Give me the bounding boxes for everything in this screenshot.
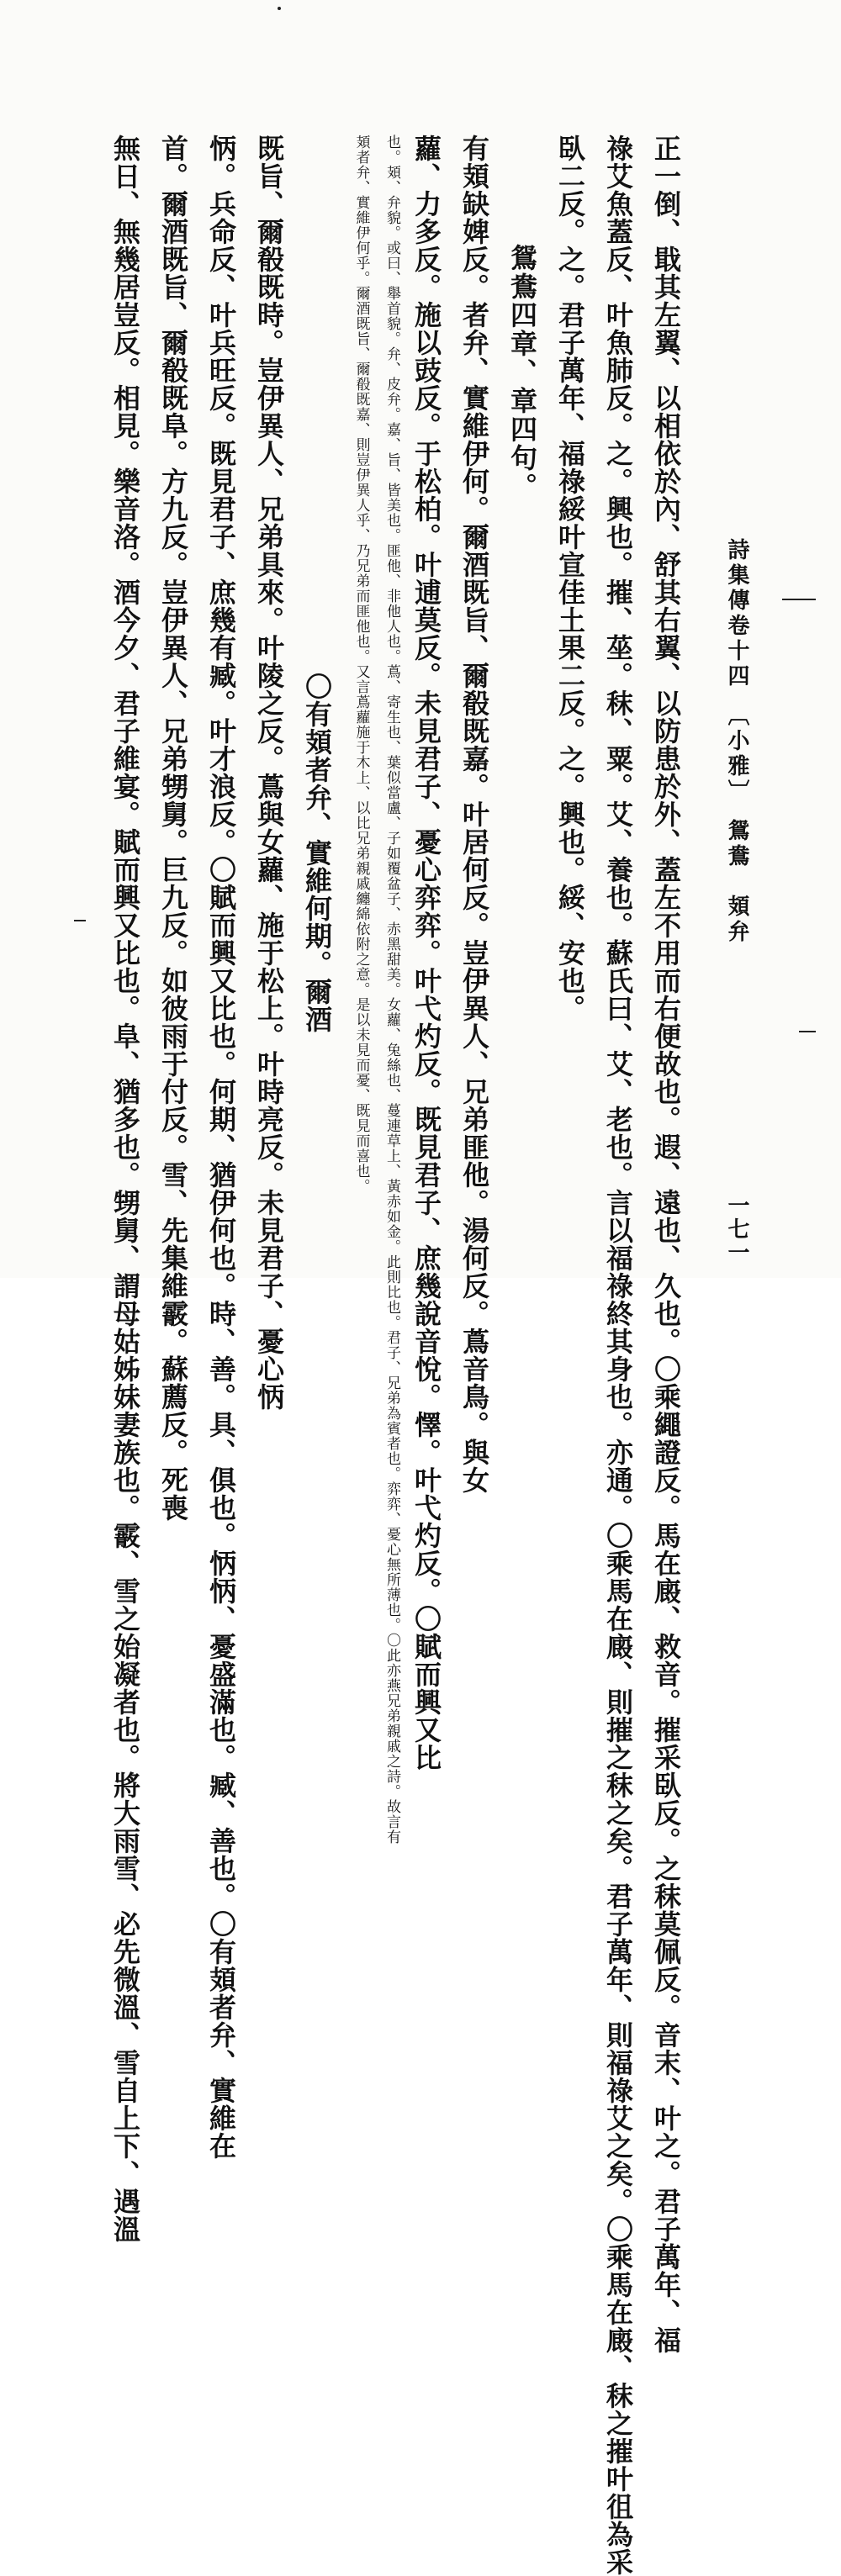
text-column-2: 祿艾魚蓋反、叶魚肺反。之。興也。摧、莝。秣、粟。艾、養也。蘇氏曰、艾、老也。言以福祿終其身也。亦通。〇乘馬在廄、則摧之秣之矣。君子萬年、則福祿艾之矣。〇乘馬在廄、秣之摧叶徂為采 [602, 135, 634, 2576]
page-number: 一七一 [724, 1194, 749, 1264]
text-column-8: 頍者弁、實維伊何乎。爾酒既旨、爾殽既嘉、則豈伊異人乎、乃兄弟而匪他也。又言蔦蘿施于木上、以比兄弟親戚纏綿依附之意。是以未見而憂、既見而喜也。 [352, 135, 370, 1194]
text-column-5: 有頍缺婢反。者弁、實維伊何。爾酒既旨、爾殽既嘉。叶居何反。豈伊異人、兄弟匪他。湯何反。蔦音鳥。與女 [458, 135, 490, 1494]
text-column-3: 臥二反。之。君子萬年、福祿綏叶宣佳土果二反。之。興也。綏、安也。 [554, 135, 586, 1022]
vertical-text-body [101, 135, 690, 2576]
text-column-1: 正一倒、戢其左翼、以相依於內、舒其右翼、以防患於外、蓋左不用而右便故也。遐、遠也、久也。〇乘繩證反。馬在廄、救音。摧采臥反。之秣莫佩反。音末、叶之。君子萬年、福 [650, 135, 682, 2354]
scan-mark [74, 920, 86, 921]
text-column-6: 蘿、力多反。施以豉反。于松柏。叶逋莫反。未見君子、憂心弈弈。叶弋灼反。既見君子、庶幾說音悅。懌。叶弋灼反。〇賦而興又比 [410, 135, 442, 1771]
text-column-10: 既旨、爾殽既時。豈伊異人、兄弟具來。叶陵之反。蔦與女蘿、施于松上。叶時亮反。未見君子、憂心怲 [253, 135, 285, 1411]
text-column-13: 無日、無幾居豈反。相見。樂音洛。酒今夕、君子維宴。賦而興又比也。阜、猶多也。甥舅、謂母姑姊妹妻族也。霰、雪之始凝者也。將大雨雪、必先微溫、雪自上下、遇溫 [109, 135, 141, 2243]
running-header: 詩集傳卷十四 〔小雅〕 鴛鴦 頍弁 [724, 538, 749, 945]
text-column-11: 怲。兵命反、叶兵旺反。既見君子、庶幾有臧。叶才浪反。〇賦而興又比也。何期、猶伊何也。時、善。具、俱也。怲怲、憂盛滿也。臧、善也。〇有頍者弁、實維在 [205, 135, 237, 2160]
scan-speck [278, 7, 281, 10]
text-column-7: 也。頍、弁貌。或曰、舉首貌。弁、皮弁。嘉、旨、皆美也。匪他、非他人也。蔦、寄生也、葉似當盧、子如覆盆子、赤黑甜美。女蘿、兔絲也、蔓連草上、黃赤如金。此則比也。君子、兄弟為賓者也。弈弈、憂心無所薄也。〇此亦燕兄弟親戚之詩。故言有 [383, 135, 400, 1845]
scan-mark [782, 599, 816, 600]
scan-mark [799, 1031, 816, 1032]
text-column-9: 〇有頍者弁、實維何期。爾酒 [301, 673, 333, 1033]
text-column-12: 首。爾酒既旨、爾殽既阜。方九反。豈伊異人、兄弟甥舅。巨九反。如彼雨于付反。雪、先集維霰。蘇薦反。死喪 [157, 135, 189, 1522]
section-heading: 鴛鴦四章、章四句。 [506, 244, 538, 501]
